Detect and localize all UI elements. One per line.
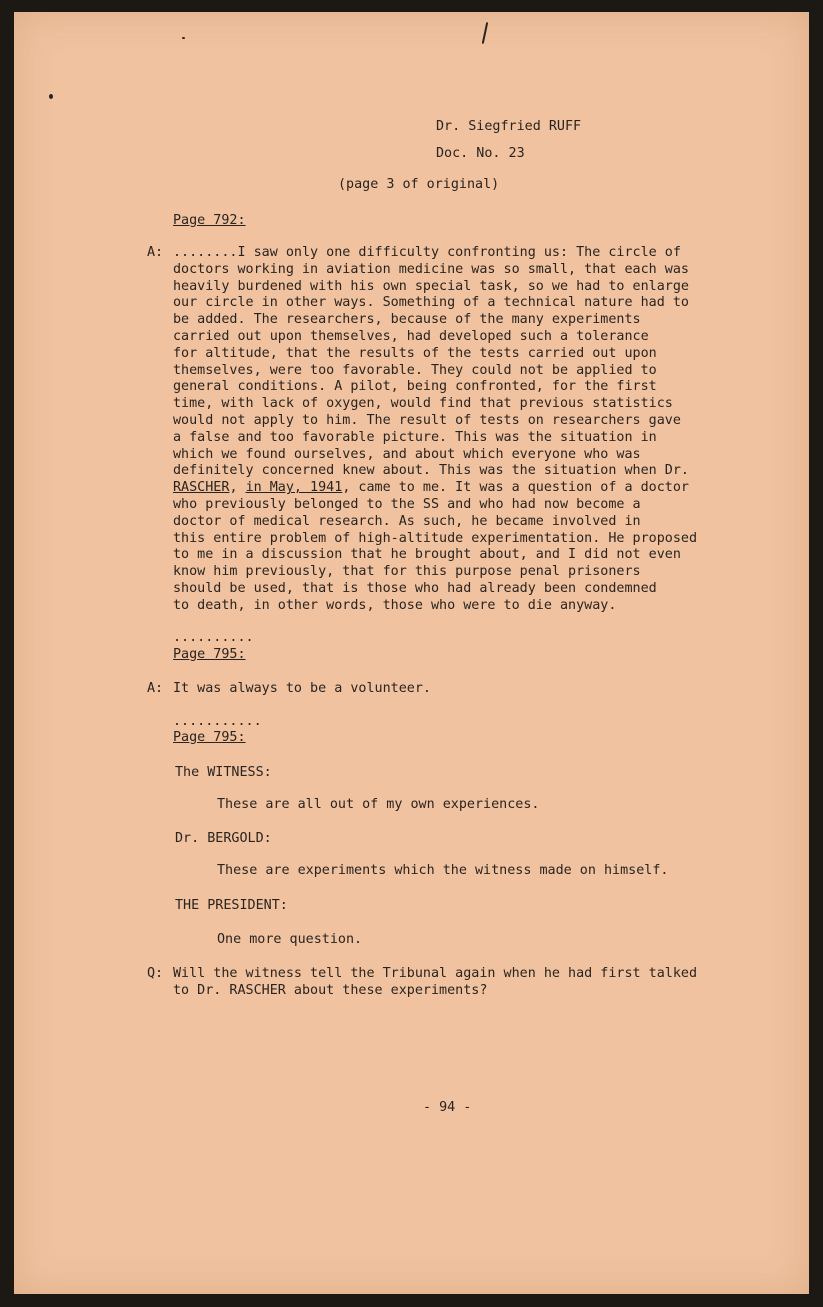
text-line: general conditions. A pilot, being confronted, for the first	[173, 379, 657, 395]
witness-label: The WITNESS:	[175, 765, 272, 780]
page-number: - 94 -	[423, 1100, 472, 1115]
text-fragment: ,	[229, 480, 246, 496]
text-line: time, with lack of oxygen, would find that previous statistics	[173, 396, 673, 412]
text-line: a false and too favorable picture. This was the situation in	[173, 429, 657, 445]
witness-statement: These are all out of my own experiences.	[217, 797, 540, 812]
header-author: Dr. Siegfried RUFF	[436, 119, 582, 134]
text-line: know him previously, that for this purpose penal prisoners	[173, 564, 641, 580]
speaker-answer: A:	[147, 245, 164, 260]
ink-speck	[49, 94, 53, 99]
text-line: themselves, were too favorable. They could not be applied to	[173, 362, 657, 378]
header-page-note: (page 3 of original)	[338, 177, 500, 192]
text-line: our circle in other ways. Something of a technical nature had to	[173, 295, 689, 311]
question-line: to Dr. RASCHER about these experiments?	[173, 983, 488, 998]
text-fragment: , came to me. It was a question of a doctor	[342, 480, 689, 496]
text-line: ........I saw only one difficulty confronting us: The circle of	[173, 245, 681, 260]
text-line-rascher	[173, 480, 689, 497]
text-line: who previously belonged to the SS and who had now become a	[173, 497, 641, 512]
question-line: Will the witness tell the Tribunal again when he had first talked	[173, 966, 698, 981]
text-line: for altitude, that the results of the tests carried out upon	[173, 345, 657, 361]
bergold-statement: These are experiments which the witness made on himself.	[217, 863, 669, 878]
text-line: should be used, that is those who had already been condemned	[173, 581, 657, 596]
header-doc-number: Doc. No. 23	[436, 146, 525, 161]
text-line: heavily burdened with his own special task, so we had to enlarge	[173, 278, 689, 294]
text-line: to death, in other words, those who were to die anyway.	[173, 597, 617, 613]
text-line: carried out upon themselves, had developed such a tolerance	[173, 329, 649, 344]
page-ref-795: Page 795:	[173, 647, 246, 662]
document-page	[14, 12, 809, 1294]
underlined-date: in May, 1941	[245, 480, 343, 496]
ink-speck	[182, 37, 185, 39]
page-ref-792: Page 792:	[173, 213, 246, 228]
text-line: this entire problem of high-altitude experimentation. He proposed	[173, 530, 698, 546]
underlined-name: RASCHER	[173, 480, 230, 496]
speaker-question: Q:	[147, 966, 164, 981]
president-label: THE PRESIDENT:	[175, 898, 288, 913]
text-line: which we found ourselves, and about which everyone who was	[173, 446, 641, 462]
ink-scratch	[482, 22, 489, 44]
page-ref-795-second: Page 795:	[173, 730, 246, 745]
text-line: would not apply to him. The result of tests on researchers gave	[173, 413, 681, 428]
ellipsis-separator: ...........	[173, 714, 262, 729]
text-line: doctors working in aviation medicine was so small, that each was	[173, 261, 689, 277]
text-line: doctor of medical research. As such, he became involved in	[173, 513, 641, 529]
text-line: definitely concerned knew about. This was the situation when Dr.	[173, 463, 689, 479]
bergold-label: Dr. BERGOLD:	[175, 831, 272, 846]
ellipsis-separator: ..........	[173, 630, 254, 645]
speaker-answer: A:	[147, 681, 164, 696]
president-statement: One more question.	[217, 932, 363, 947]
text-line: to me in a discussion that he brought about, and I did not even	[173, 547, 681, 563]
text-line: be added. The researchers, because of the many experiments	[173, 312, 641, 328]
answer-text: It was always to be a volunteer.	[173, 681, 431, 696]
